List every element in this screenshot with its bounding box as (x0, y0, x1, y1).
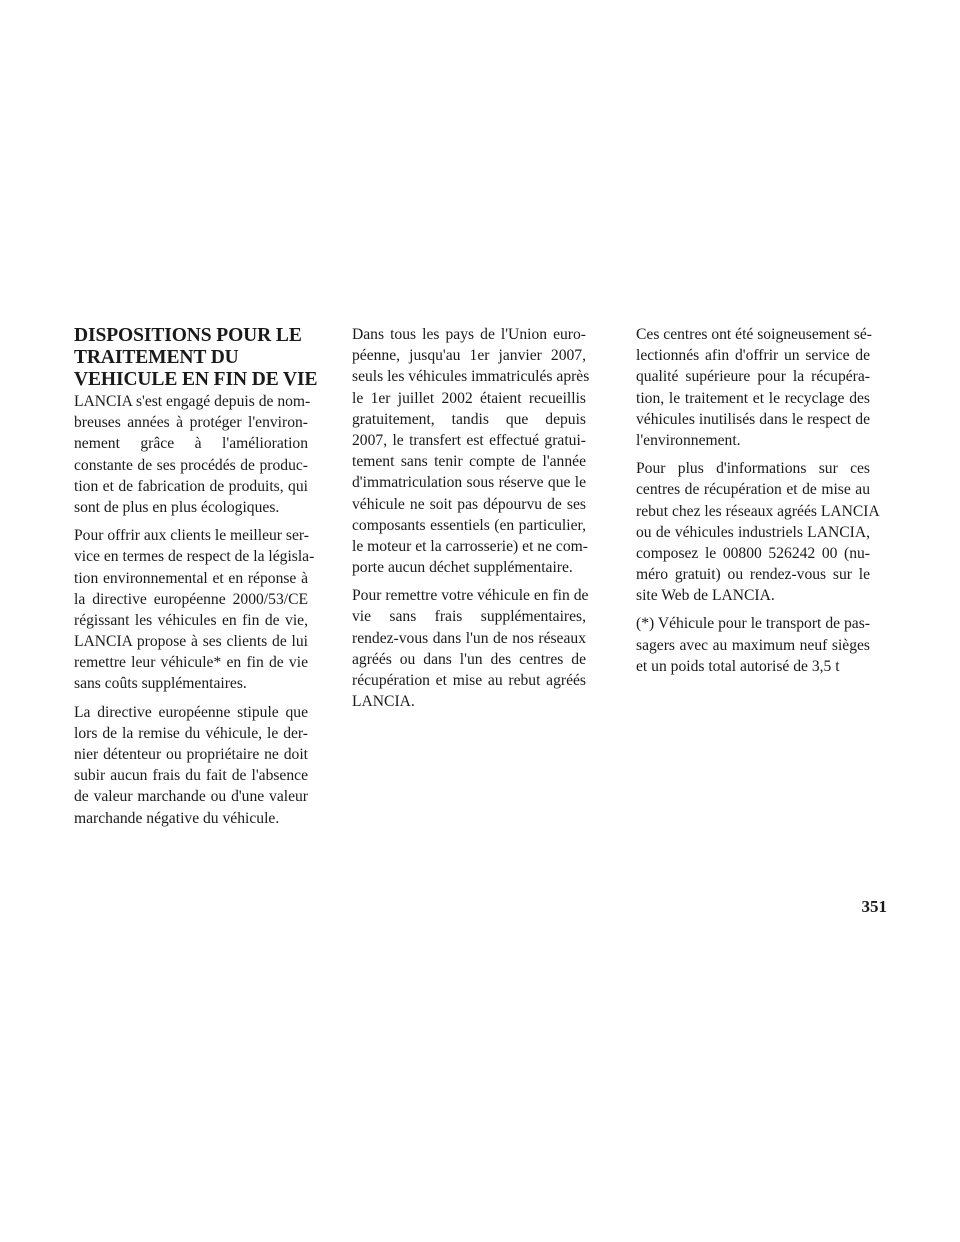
text-line: lectionnés afin d'offrir un service de (636, 347, 870, 365)
text-line: lors de la remise du véhicule, le der- (74, 724, 308, 742)
text-line: LANCIA. (352, 693, 415, 711)
column-3 (636, 324, 880, 684)
text-line: 2007, le transfert est effectué gratui- (352, 431, 586, 449)
text-line: site Web de LANCIA. (636, 587, 775, 605)
text-line: composez le 00800 526242 00 (nu- (636, 544, 870, 562)
text-line: régissant les véhicules en fin de vie, (74, 611, 308, 629)
text-line: seuls les véhicules immatriculés après (352, 368, 590, 386)
text-line: nier détenteur ou propriétaire ne doit (74, 746, 308, 763)
text-line: le 1er juillet 2002 étaient recueillis (352, 389, 586, 407)
page-number: 351 (861, 897, 887, 916)
text-line: sagers avec au maximum neuf sièges (636, 636, 870, 654)
text-line: Ces centres ont été soigneusement sé- (636, 326, 873, 343)
text-line: ou de véhicules industriels LANCIA, (636, 523, 870, 541)
text-line: le moteur et la carrosserie) et ne com- (352, 537, 588, 555)
text-line: méro gratuit) ou rendez-vous sur le (636, 566, 870, 584)
text-line: centres de récupération et de mise au (636, 481, 870, 499)
text-line: tion, le traitement et le recyclage des (636, 389, 870, 407)
text-line: Pour remettre votre véhicule en fin de (352, 587, 589, 605)
heading-line: TRAITEMENT DU (74, 347, 239, 368)
paragraph (352, 585, 589, 712)
text-line: rendez-vous dans l'un de nos réseaux (352, 629, 586, 647)
text-line: vie sans frais supplémentaires, (352, 608, 586, 626)
text-line: LANCIA propose à ses clients de lui (74, 633, 308, 651)
paragraph (74, 391, 311, 518)
text-line: gratuitement, tandis que depuis (352, 410, 586, 428)
text-line: véhicule ne soit pas dépourvu de ses (352, 495, 586, 513)
paragraph (74, 525, 315, 695)
text-line: composants essentiels (en particulier, (352, 516, 586, 534)
paragraph (636, 458, 880, 606)
text-line: tion environnemental et en réponse à (74, 569, 308, 587)
text-line: la directive européenne 2000/53/CE (74, 590, 308, 608)
text-line: LANCIA s'est engagé depuis de nom- (74, 393, 311, 410)
text-line: sans coûts supplémentaires. (74, 675, 247, 693)
text-line: tion et de fabrication de produits, qui (74, 477, 308, 495)
text-line: subir aucun frais du fait de l'absence (74, 767, 308, 785)
text-line: marchande négative du véhicule. (74, 809, 280, 827)
section-heading (74, 325, 318, 391)
text-line: rebut chez les réseaux agréés LANCIA (636, 502, 880, 520)
text-line: d'immatriculation sous réserve que le (352, 474, 586, 492)
text-line: nement grâce à l'amélioration (74, 435, 308, 453)
text-line: remettre leur véhicule* en fin de vie (74, 654, 308, 672)
text-line: constante de ses procédés de produc- (74, 456, 308, 474)
text-line: La directive européenne stipule que (74, 703, 308, 721)
text-line: breuses années à protéger l'environ- (74, 414, 308, 432)
heading-line: VEHICULE EN FIN DE VIE (74, 369, 318, 390)
text-line: vice en termes de respect de la législa- (74, 548, 315, 566)
column-2 (352, 324, 590, 719)
paragraph (74, 702, 308, 829)
text-line: Dans tous les pays de l'Union euro- (352, 326, 586, 343)
heading-line: DISPOSITIONS POUR LE (74, 325, 302, 346)
paragraph (352, 324, 590, 578)
text-line: récupération et mise au rebut agréés (352, 672, 586, 689)
text-line: sont de plus en plus écologiques. (74, 498, 280, 516)
text-line: et un poids total autorisé de 3,5 t (636, 657, 840, 675)
text-line: (*) Véhicule pour le transport de pas- (636, 615, 870, 633)
text-line: Pour plus d'informations sur ces (636, 460, 870, 478)
text-line: véhicules inutilisés dans le respect de (636, 410, 870, 428)
text-line: Pour offrir aux clients le meilleur ser- (74, 527, 309, 545)
paragraph (636, 324, 873, 451)
paragraph (636, 613, 870, 677)
column-1 (74, 325, 318, 836)
text-line: péenne, jusqu'au 1er janvier 2007, (352, 347, 586, 365)
column-1-body (74, 391, 315, 829)
text-line: l'environnement. (636, 431, 741, 449)
text-line: tement sans tenir compte de l'année (352, 453, 586, 471)
text-line: agréés ou dans l'un des centres de (352, 650, 586, 668)
text-line: porte aucun déchet supplémentaire. (352, 559, 573, 577)
text-line: qualité supérieure pour la récupéra- (636, 368, 870, 386)
text-line: de valeur marchande ou d'une valeur (74, 788, 308, 806)
